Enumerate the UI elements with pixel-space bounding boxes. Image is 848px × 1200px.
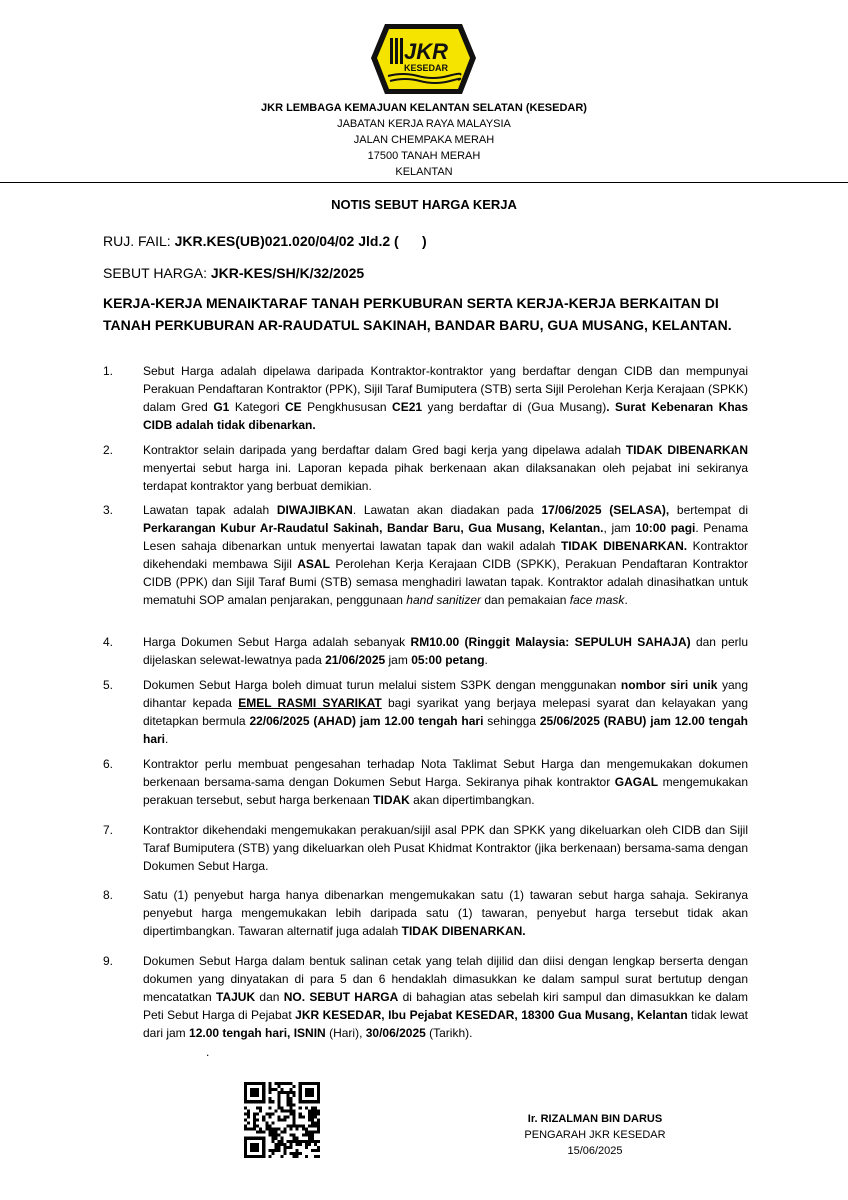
body-text: (Tarikh). [425, 1026, 473, 1040]
body-text: Harga Dokumen Sebut Harga adalah sebanyak [143, 635, 411, 649]
emphasis-text: 25/06/2025 (RABU) jam 12.00 tengah hari [143, 714, 748, 746]
body-text: . Penama Lesen sahaja dibenarkan untuk menyertai lawatan tapak dan wakil adalah [143, 521, 748, 553]
file-reference-label: RUJ. FAIL: [103, 233, 175, 249]
emphasis-text: DIWAJIBKAN [276, 503, 353, 517]
header-divider [0, 182, 848, 183]
body-text: Pengkhususan [301, 400, 393, 414]
item-text [143, 821, 748, 875]
org-name: JKR LEMBAGA KEMAJUAN KELANTAN SELATAN (KESEDAR) [261, 102, 587, 114]
body-text: . [624, 593, 628, 607]
body-text: yang dihantar kepada [143, 678, 749, 710]
address-line: JALAN CHEMPAKA MERAH [353, 134, 495, 146]
emphasis-text: TIDAK [373, 793, 410, 807]
body-text: yang berdaftar di (Gua Musang) [422, 400, 607, 414]
body-text: , jam [603, 521, 636, 535]
emphasis-text: NO. SEBUT HARGA [283, 990, 399, 1004]
emphasis-text: RM10.00 (Ringgit Malaysia: SEPULUH SAHAJA) [410, 635, 691, 649]
item-number: 8. [103, 888, 114, 902]
address-line: JABATAN KERJA RAYA MALAYSIA [337, 118, 511, 130]
body-text: di bahagian atas sebelah kiri sampul dan dimasukkan ke dalam Peti Sebut Harga di Pejabat [143, 990, 748, 1022]
letterhead [0, 100, 848, 180]
body-text: . [165, 732, 169, 746]
body-text: Kategori [229, 400, 285, 414]
emphasis-text: TAJUK [216, 990, 256, 1004]
svg-text:KESEDAR: KESEDAR [403, 63, 449, 73]
body-text: akan dipertimbangkan. [409, 793, 535, 807]
body-text: tidak lewat dari jam [143, 1008, 748, 1040]
emphasis-text: EMEL RASMI SYARIKAT [238, 696, 382, 710]
body-text: jam [385, 653, 412, 667]
body-text: dan pemakaian [481, 593, 570, 607]
quote-reference-label: SEBUT HARGA: [103, 265, 211, 281]
emphasis-text: 22/06/2025 (AHAD) jam 12.00 tengah hari [249, 714, 484, 728]
emphasis-text: GAGAL [614, 775, 659, 789]
jkr-kesedar-logo [368, 18, 479, 98]
emphasis-text: TIDAK DIBENARKAN. [401, 924, 526, 938]
signature-block [470, 1111, 720, 1159]
body-text: Lawatan tapak adalah [143, 503, 277, 517]
emphasis-text: 30/06/2025 [365, 1026, 426, 1040]
item-text [143, 501, 748, 609]
item-number: 4. [103, 635, 114, 649]
item-number: 7. [103, 823, 114, 837]
emphasis-text: Perkarangan Kubur Ar-Raudatul Sakinah, Bandar Baru, Gua Musang, Kelantan. [143, 521, 604, 535]
item-text [143, 755, 748, 809]
item-number: 5. [103, 678, 114, 692]
emphasis-text: 10:00 pagi [635, 521, 696, 535]
item-text [143, 362, 748, 434]
emphasis-text: CE21 [392, 400, 423, 414]
project-title: KERJA-KERJA MENAIKTARAF TANAH PERKUBURAN SERTA KERJA-KERJA BERKAITAN DI TANAH PERKUBURAN AR-RAUDATUL SAKINAH, BANDAR BARU, GUA MUSANG, KELANTAN. [103, 295, 732, 333]
item-text [143, 676, 748, 748]
emphasis-text: ASAL [297, 557, 330, 571]
item-number: 1. [103, 364, 114, 378]
svg-text:JKR: JKR [403, 39, 449, 64]
body-text: bagi syarikat yang berjaya melepasi syarat dan kelayakan yang ditetapkan bermula [143, 696, 749, 728]
emphasis-text: 12.00 tengah hari, ISNIN [189, 1026, 326, 1040]
emphasis-text: JKR KESEDAR, Ibu Pejabat KESEDAR, 18300 Gua Musang, Kelantan [295, 1008, 688, 1022]
address-line: KELANTAN [395, 166, 453, 178]
item-text [143, 952, 748, 1042]
file-reference [103, 233, 427, 249]
address-line: 17500 TANAH MERAH [367, 150, 481, 162]
trailing-dot: . [206, 1045, 210, 1059]
body-text: mengemukakan perakuan tersebut, sebut harga berkenaan [143, 775, 748, 807]
notice-title: NOTIS SEBUT HARGA KERJA [331, 197, 517, 212]
body-text: Kontraktor selain daripada yang berdaftar dalam Gred bagi kerja yang dipelawa adalah [143, 443, 626, 457]
body-text: (Hari), [325, 1026, 366, 1040]
emphasis-text: 21/06/2025 [325, 653, 386, 667]
item-text [143, 633, 748, 669]
emphasis-text: G1 [213, 400, 230, 414]
body-text: Kontraktor dikehendaki membawa Sijil [143, 539, 749, 571]
emphasis-text: CE [285, 400, 302, 414]
body-text: menyertai sebut harga ini. Laporan kepada pihak berkenaan akan dilaksanakan oleh pejabat ini sekiranya terdapat kontraktor yang berbuat demikian. [143, 461, 748, 493]
body-text: bertempat di [669, 503, 748, 517]
emphasis-text: . Surat Kebenaran Khas CIDB adalah tidak dibenarkan. [143, 400, 749, 432]
item-number: 2. [103, 443, 114, 457]
signatory-name: Ir. RIZALMAN BIN DARUS [527, 1113, 663, 1125]
file-reference-value: JKR.KES(UB)021.020/04/02 Jld.2 ( ) [174, 233, 427, 249]
item-number: 9. [103, 954, 114, 968]
emphasis-text: 17/06/2025 (SELASA), [541, 503, 670, 517]
emphasis-text: TIDAK DIBENARKAN [625, 443, 748, 457]
qr-code [244, 1082, 320, 1158]
emphasis-text: hand sanitizer [406, 593, 482, 607]
emphasis-text: nombor siri unik [620, 678, 718, 692]
body-text: Satu (1) penyebut harga hanya dibenarkan mengemukakan satu (1) tawaran sebut harga sahaja. Sekiranya penyebut harga mengemukakan lebih daripada satu (1) tawaran, penyebut harga tersebut tidak akan dipertimbangkan. Tawaran alternatif juga adalah [143, 888, 748, 938]
body-text: Dokumen Sebut Harga boleh dimuat turun melalui sistem S3PK dengan menggunakan [143, 678, 621, 692]
emphasis-text: 05:00 petang [411, 653, 485, 667]
body-text: Perolehan Kerja Kerajaan CIDB (SPKK), Perakuan Pendaftaran Kontraktor CIDB (PPK) dan Sijil Taraf Bumi (STB) semasa menghadiri lawatan tapak. Kontraktor adalah dinasihatkan untuk mematuhi SOP amalan penjarakan, penggunaan [143, 557, 748, 607]
signature-date: 15/06/2025 [567, 1145, 623, 1157]
body-text: sehingga [483, 714, 540, 728]
signatory-position: PENGARAH JKR KESEDAR [524, 1129, 666, 1141]
item-number: 6. [103, 757, 114, 771]
item-text [143, 886, 748, 940]
item-text [143, 441, 748, 495]
body-text: . Lawatan akan diadakan pada [352, 503, 542, 517]
body-text: Dokumen Sebut Harga dalam bentuk salinan cetak yang telah dijilid dan diisi dengan lengkap berserta dengan dokumen yang dinyatakan di para 5 dan 6 hendaklah dimasukkan ke dalam sampul surat bertutup dengan mencatatkan [143, 954, 748, 1004]
body-text: Kontraktor dikehendaki mengemukakan perakuan/sijil asal PPK dan SPKK yang dikeluarkan oleh CIDB dan Sijil Taraf Bumiputera (STB) yang dikeluarkan oleh Pusat Khidmat Kontraktor (jika berkenaan) bersama-sama dengan Dokumen Sebut Harga. [143, 823, 748, 873]
body-text: . [484, 653, 488, 667]
emphasis-text: face mask [569, 593, 625, 607]
body-text: dan perlu dijelaskan selewat-lewatnya pada [143, 635, 748, 667]
body-text: Sebut Harga adalah dipelawa daripada Kontraktor-kontraktor yang berdaftar dengan CIDB dan mempunyai Perakuan Pendaftaran Kontraktor (PPK), Sijil Taraf Bumiputera (STB) serta Sijil Perolehan Kerja Kerajaan (SPKK) dalam Gred [143, 364, 748, 414]
quote-reference-value: JKR-KES/SH/K/32/2025 [210, 265, 365, 281]
emphasis-text: TIDAK DIBENARKAN. [560, 539, 688, 553]
item-number: 3. [103, 503, 114, 517]
body-text: dan [255, 990, 284, 1004]
quote-reference [103, 265, 364, 281]
body-text: Kontraktor perlu membuat pengesahan terhadap Nota Taklimat Sebut Harga dan mengemukakan dokumen berkenaan bersama-sama dengan Dokumen Sebut Harga. Sekiranya pihak kontraktor [143, 757, 748, 789]
